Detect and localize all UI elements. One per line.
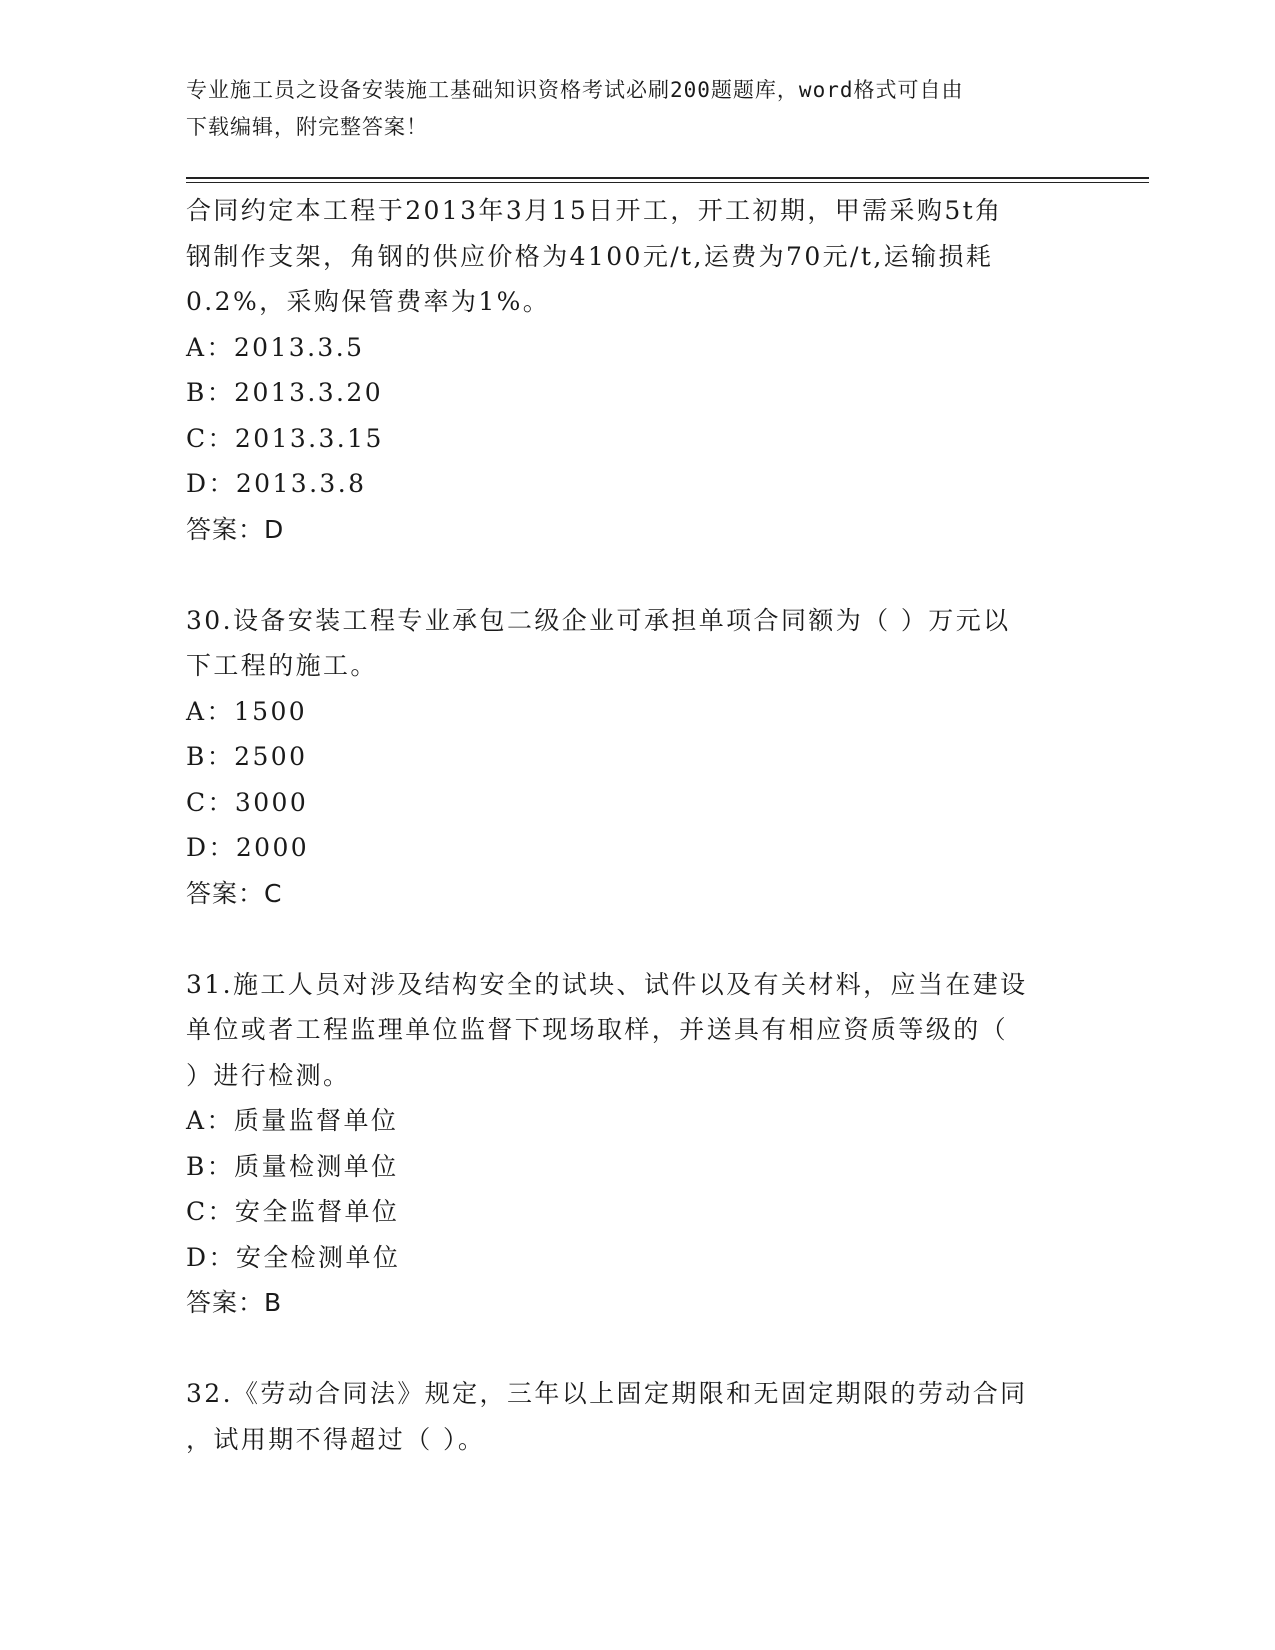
answer-line: 答案：B	[186, 1288, 283, 1317]
answer-line: 答案：D	[186, 514, 285, 544]
spacer	[186, 916, 1076, 962]
option-b: B：2013.3.20	[186, 378, 384, 407]
option-d: D：2013.3.8	[186, 469, 367, 498]
question-stem-line: ）进行检测。	[186, 1060, 351, 1090]
question-block-32	[186, 1371, 1076, 1462]
option-c: C：3000	[186, 787, 309, 817]
option-a: A：1500	[186, 696, 308, 726]
option-c: C：安全监督单位	[186, 1197, 400, 1226]
option-b: B：2500	[186, 742, 308, 771]
option-a: A：2013.3.5	[186, 332, 365, 362]
question-stem-line: 单位或者工程监理单位监督下现场取样，并送具有相应资质等级的（	[186, 1015, 1009, 1044]
option-d: D：安全检测单位	[186, 1242, 401, 1272]
header-divider	[186, 177, 1149, 183]
option-d: D：2000	[186, 833, 310, 862]
question-stem-line: 钢制作支架，角钢的供应价格为4100元/t,运费为70元/t,运输损耗	[186, 241, 994, 271]
question-stem-line: 30.设备安装工程专业承包二级企业可承担单项合同额为（ ）万元以	[186, 605, 1011, 635]
question-block-31	[186, 962, 1076, 1326]
option-b: B：质量检测单位	[186, 1151, 399, 1181]
question-stem-line: 31.施工人员对涉及结构安全的试块、试件以及有关材料，应当在建设	[186, 969, 1028, 999]
document-header	[186, 72, 1066, 146]
question-block-30	[186, 598, 1076, 917]
question-stem-line: 合同约定本工程于2013年3月15日开工，开工初期，甲需采购5t角	[186, 196, 1003, 225]
question-block-29	[186, 188, 1076, 552]
header-title-line-2: 下载编辑，附完整答案！	[186, 115, 428, 139]
question-stem-line: ，试用期不得超过（ ）。	[186, 1424, 486, 1454]
spacer	[186, 1326, 1076, 1372]
spacer	[186, 552, 1076, 598]
question-stem-line: 下工程的施工。	[186, 651, 378, 680]
option-c: C：2013.3.15	[186, 423, 384, 453]
question-stem-line: 0.2%，采购保管费率为1%。	[186, 287, 551, 316]
question-list	[186, 188, 1076, 1462]
option-a: A：质量监督单位	[186, 1106, 399, 1135]
header-title-line-1: 专业施工员之设备安装施工基础知识资格考试必刷200题题库，word格式可自由	[186, 78, 964, 102]
answer-line: 答案：C	[186, 878, 283, 908]
question-stem-line: 32.《劳动合同法》规定，三年以上固定期限和无固定期限的劳动合同	[186, 1379, 1028, 1408]
